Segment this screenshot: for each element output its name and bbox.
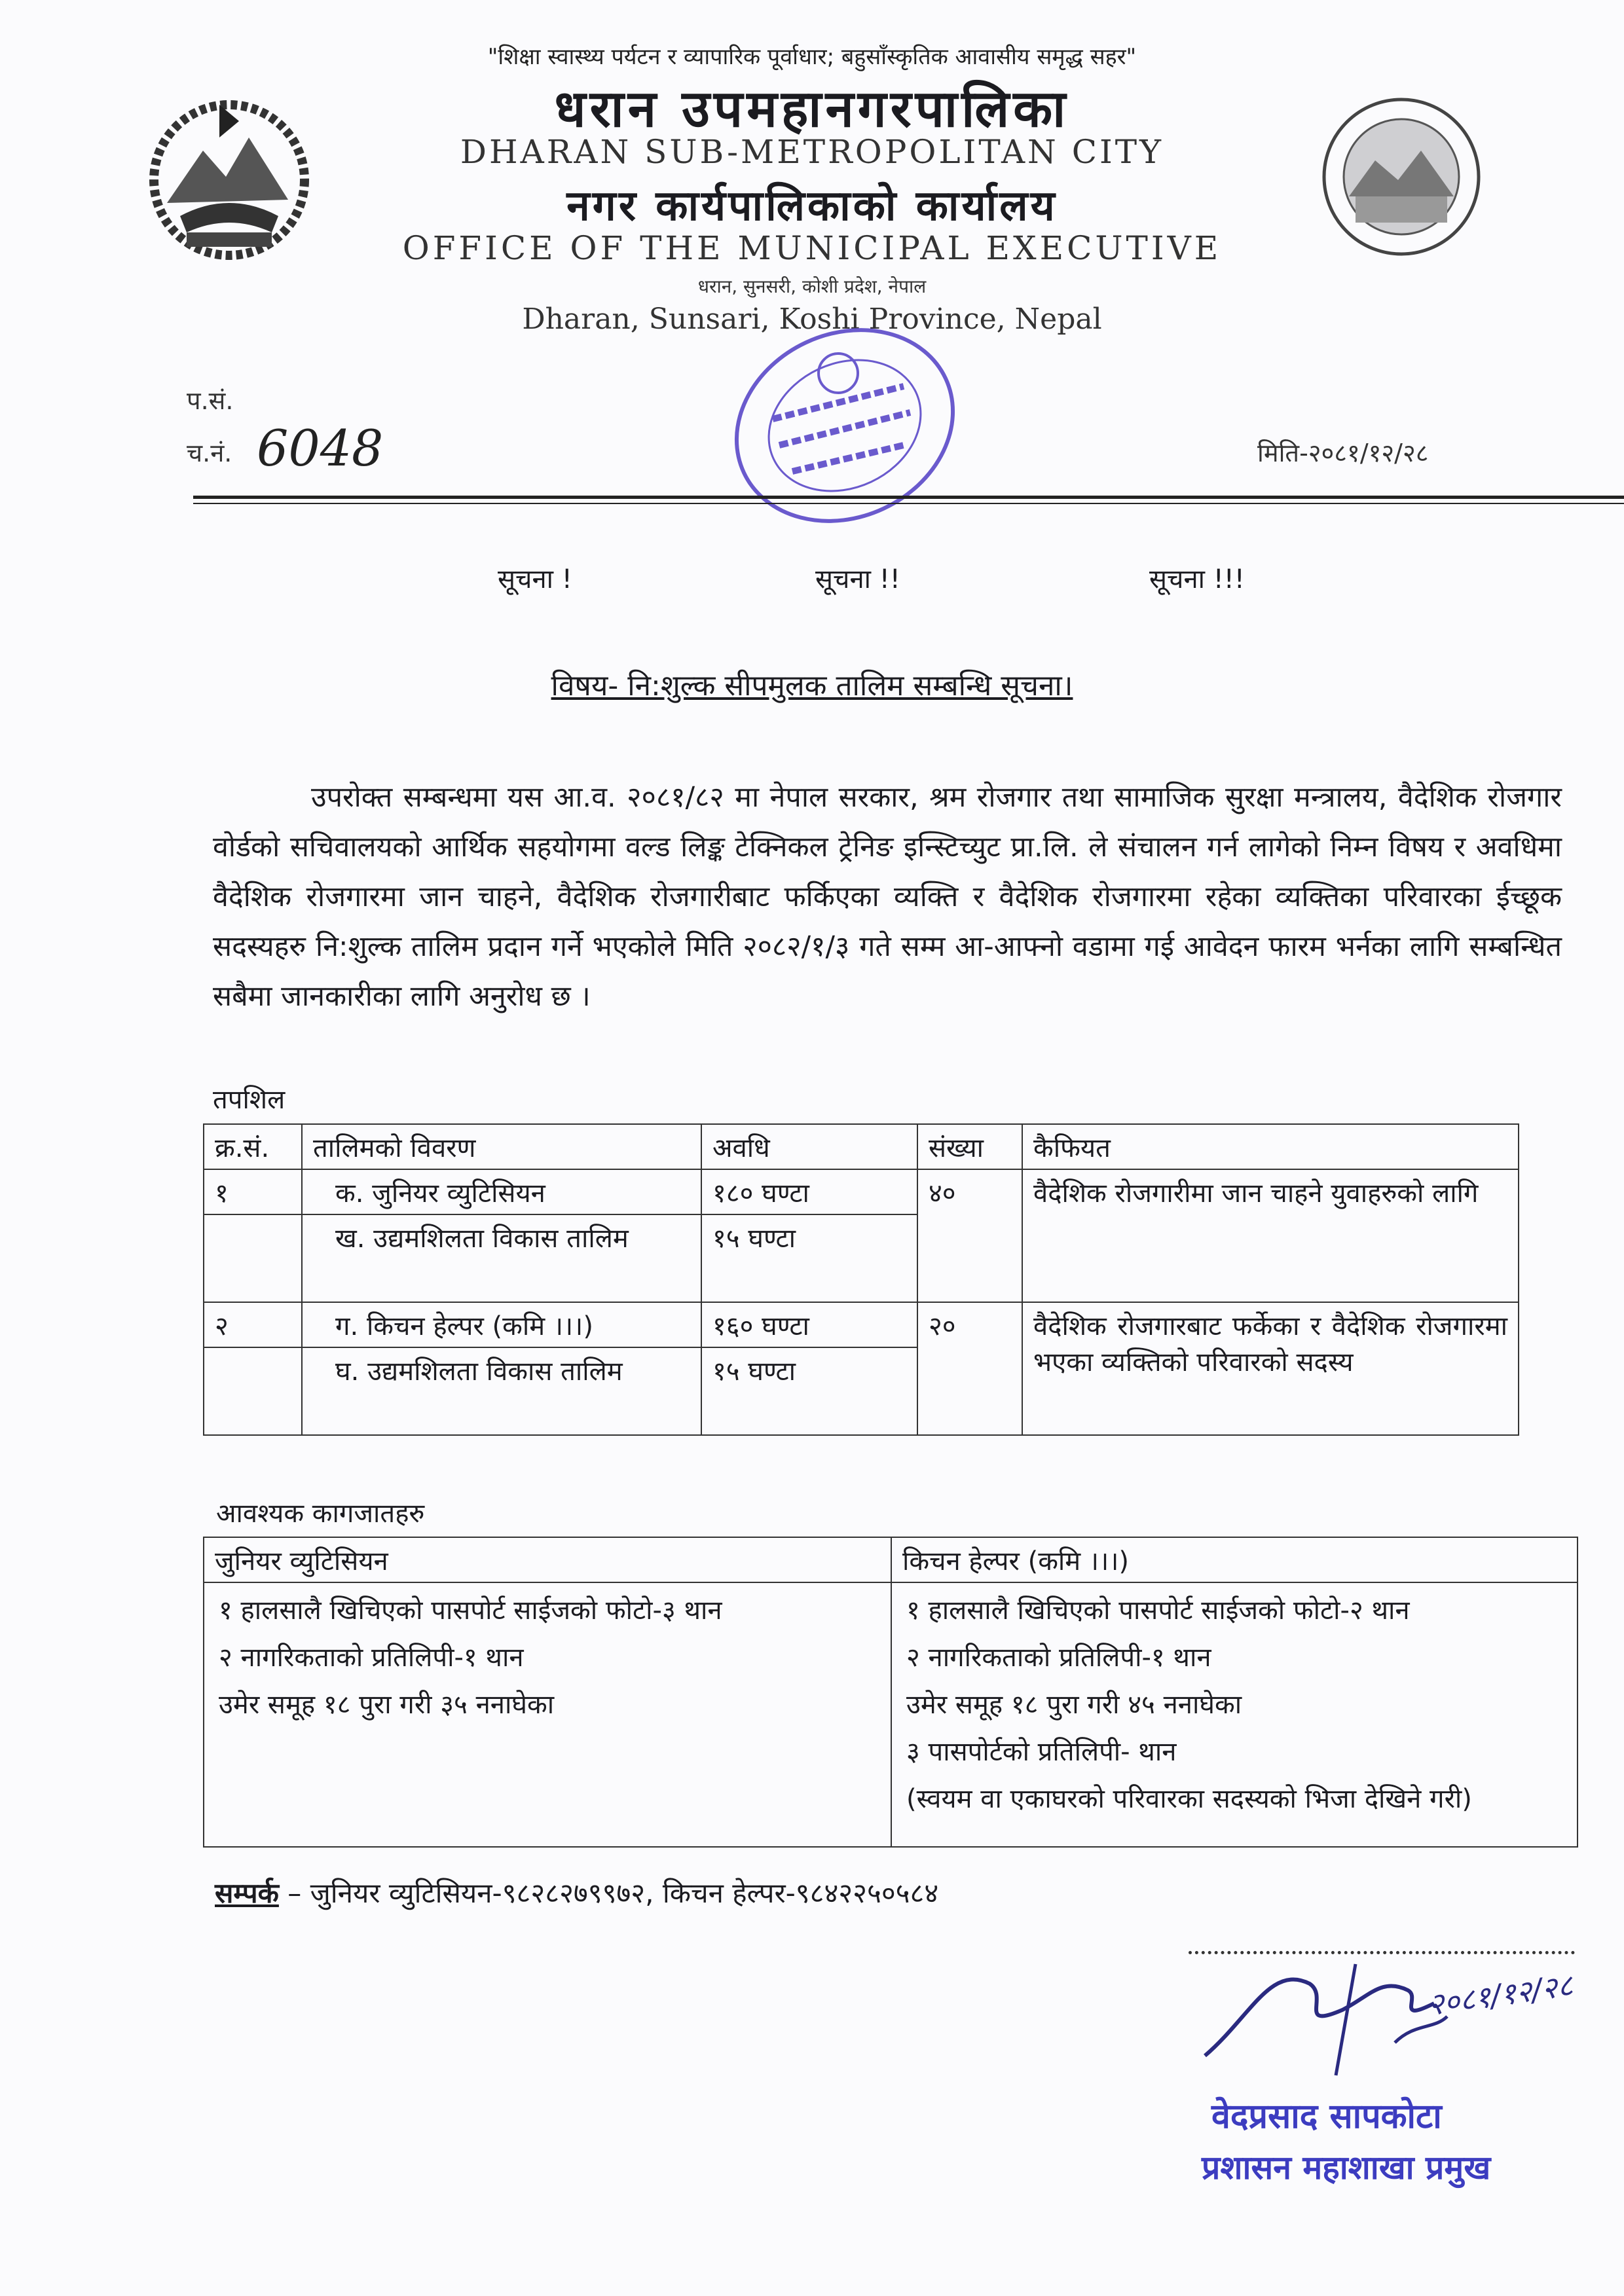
contact-label: सम्पर्क	[215, 1877, 279, 1909]
docs-left-header: जुनियर व्युटिसियन	[204, 1537, 891, 1582]
body-paragraph: उपरोक्त सम्बन्धमा यस आ.व. २०८१/८२ मा नेपाल सरकार, श्रम रोजगार तथा सामाजिक सुरक्षा मन्त्रालय, वैदेशिक रोजगार वोर्डको सचिवालयको आर्थिक सहयोगमा वल्ड लिङ्क टेक्निकल ट्रेनिङ इन्स्टिच्युट प्रा.लि. ले संचालन गर्न लागेको निम्न विषय र अवधिमा वैदेशिक रोजगारमा जान चाहने, वैदेशिक रोजगारीबाट फर्किएका व्यक्ति र वैदेशिक रोजगारमा रहेका व्यक्तिका परिवारका ईच्छूक सदस्यहरु नि:शुल्क तालिम प्रदान गर्ने भएकोले मिति २०८२/१/३ गते सम्म आ-आफ्नो वडामा गई आवेदन फारम भर्नका लागि सम्बन्धित सबैमा जानकारीका लागि अनुरोध छ ।	[213, 781, 1562, 1013]
training-name: ख. उद्यमशिलता विकास तालिम	[302, 1214, 701, 1302]
header-duration: अवधि	[701, 1124, 917, 1169]
notice-1: सूचना !	[498, 564, 572, 594]
row-sn-empty	[204, 1214, 302, 1302]
header-divider-thin	[193, 503, 1624, 504]
documents-row	[204, 1582, 1578, 1847]
row-sn-empty	[204, 1347, 302, 1435]
schedule-label: तपशिल	[213, 1085, 286, 1115]
contact-text: – जुनियर व्युटिसियन-९८२८२७९९७२, किचन हेल्पर-९८४२२५०५८४	[278, 1877, 939, 1909]
training-name: घ. उद्यमशिलता विकास तालिम	[302, 1347, 701, 1435]
table-row	[204, 1169, 1519, 1214]
documents-label: आवश्यक कागजातहरु	[216, 1499, 425, 1529]
row-sn: २	[204, 1302, 302, 1347]
header-sn: क्र.सं.	[204, 1124, 302, 1169]
office-stamp-icon	[707, 308, 982, 543]
contact-line	[215, 1874, 938, 1911]
training-duration: १५ घण्टा	[701, 1214, 917, 1302]
letter-date: मिति-२०८१/१२/२८	[1257, 439, 1429, 467]
docs-right-header: किचन हेल्पर (कमि ।।।)	[891, 1537, 1578, 1582]
signatory-title: प्रशासन महाशाखा प्रमुख	[1202, 2149, 1491, 2187]
list-item: १ हालसालै खिचिएको पासपोर्ट साईजको फोटो-३ थान	[219, 1595, 722, 1626]
docs-right-list	[891, 1582, 1578, 1847]
municipality-title-en: DHARAN SUB-METROPOLITAN CITY	[460, 133, 1164, 171]
ps-label: प.सं.	[187, 386, 234, 415]
row-count: ४०	[917, 1169, 1022, 1302]
list-item: ३ पासपोर्टको प्रतिलिपी- थान	[906, 1737, 1177, 1767]
signatory-name: वेदप्रसाद सापकोटा	[1211, 2097, 1442, 2136]
row-remark: वैदेशिक रोजगारीमा जान चाहने युवाहरुको लागि	[1022, 1169, 1519, 1302]
table-row	[204, 1302, 1519, 1347]
row-sn: १	[204, 1169, 302, 1214]
signature-date: २०८१/१२/२८	[1426, 1967, 1576, 2023]
documents-header-row	[204, 1537, 1578, 1582]
training-table	[203, 1123, 1519, 1436]
list-item: २ नागरिकताको प्रतिलिपी-१ थान	[219, 1643, 524, 1673]
tagline: "शिक्षा स्वास्थ्य पर्यटन र व्यापारिक पूर्वाधार; बहुसाँस्कृतिक आवासीय समृद्ध सहर"	[487, 44, 1137, 70]
header-training: तालिमको विवरण	[302, 1124, 701, 1169]
notice-3: सूचना !!!	[1149, 564, 1245, 594]
list-item: १ हालसालै खिचिएको पासपोर्ट साईजको फोटो-२ थान	[906, 1595, 1410, 1626]
table-header-row	[204, 1124, 1519, 1169]
list-item: उमेर समूह १८ पुरा गरी ३५ ननाघेका	[219, 1690, 555, 1720]
address-np: धरान, सुनसरी, कोशी प्रदेश, नेपाल	[697, 276, 927, 297]
documents-table	[203, 1537, 1578, 1848]
subject-text: विषय- नि:शुल्क सीपमुलक तालिम सम्बन्धि सूचना।	[551, 669, 1073, 702]
training-name: ग. किचन हेल्पर (कमि ।।।)	[302, 1302, 701, 1347]
municipal-seal-icon	[1316, 92, 1486, 262]
docs-left-list	[204, 1582, 891, 1847]
cn-value: 6048	[257, 419, 384, 477]
list-item: उमेर समूह १८ पुरा गरी ४५ ननाघेका	[906, 1690, 1242, 1720]
office-title-np: नगर कार्यपालिकाको कार्यालय	[566, 182, 1058, 230]
header-remark: कैफियत	[1022, 1124, 1519, 1169]
training-duration: १८० घण्टा	[701, 1169, 917, 1214]
subject-line	[0, 665, 1624, 704]
row-remark: वैदेशिक रोजगारबाट फर्केका र वैदेशिक रोजगारमा भएका व्यक्तिको परिवारको सदस्य	[1022, 1302, 1519, 1435]
list-item: (स्वयम वा एकाघरको परिवारका सदस्यको भिजा देखिने गरी)	[906, 1784, 1472, 1814]
list-item: २ नागरिकताको प्रतिलिपी-१ थान	[906, 1643, 1211, 1673]
training-duration: १६० घण्टा	[701, 1302, 917, 1347]
notice-2: सूचना !!	[815, 564, 900, 594]
handwritten-signature-icon	[1198, 1938, 1578, 2095]
row-count: २०	[917, 1302, 1022, 1435]
office-title-en: OFFICE OF THE MUNICIPAL EXECUTIVE	[402, 229, 1222, 267]
training-duration: १५ घण्टा	[701, 1347, 917, 1435]
header-count: संख्या	[917, 1124, 1022, 1169]
municipality-title-np: धरान उपमहानगरपालिका	[554, 80, 1070, 139]
training-name: क. जुनियर व्युटिसियन	[302, 1169, 701, 1214]
address-en: Dharan, Sunsari, Koshi Province, Nepal	[522, 302, 1102, 336]
header-divider	[193, 496, 1624, 499]
cn-label: च.नं.	[187, 439, 232, 467]
